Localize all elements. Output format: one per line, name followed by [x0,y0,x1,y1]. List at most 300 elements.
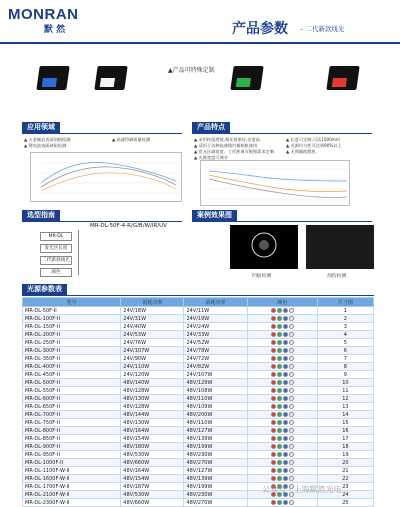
color-dot [277,396,282,401]
product-photo-red [326,66,359,90]
app-item: ▲ 锂电池表面缺陷检测 [24,143,67,148]
cell-power-a: 48V/128W [121,403,184,411]
color-dot [283,452,288,457]
color-dot [271,316,276,321]
cell-power-a: 24V/31W [121,315,184,323]
section-features-heading: 产品特点 [192,122,230,133]
cell-size: 17 [317,435,373,443]
cell-color [247,307,317,315]
cell-size: 10 [317,379,373,387]
section-guide-heading: 选型指南 [22,210,60,221]
cell-size: 2 [317,315,373,323]
cell-model: MR-DL-1700F-W-II [23,483,121,491]
cell-power-b: 48V/270W [184,459,247,467]
color-dot [277,420,282,425]
cell-color [247,395,317,403]
color-dot [289,444,294,449]
color-dot [277,444,282,449]
color-dot [283,356,288,361]
watermark: 公众号 · 上海默然光电 [262,485,342,494]
cell-power-a: 48V/154W [121,435,184,443]
color-dot [277,468,282,473]
cell-color [247,371,317,379]
color-dot [271,380,276,385]
color-swatches [271,436,294,441]
cell-model: MR-DL-450F-II [23,371,121,379]
color-dot [271,436,276,441]
cell-power-b: 24V/107W [184,371,247,379]
product-face [236,78,251,87]
cell-model: MR-DL-2300F-W-II [23,499,121,507]
cell-model: MR-DL-1000F-II [23,459,121,467]
cell-model: MR-DL-250F-II [23,339,121,347]
color-dot [277,348,282,353]
table-row [23,379,374,387]
color-dot [271,396,276,401]
cell-size: 6 [317,347,373,355]
cell-model: MR-DL-950F-II [23,451,121,459]
cell-model: MR-DL-300F-II [23,347,121,355]
cell-power-a: 48V/164W [121,427,184,435]
cell-color [247,435,317,443]
color-dot [277,452,282,457]
cell-power-b: 48V/230W [184,491,247,499]
spectrum-chart [30,152,182,202]
color-dot [289,316,294,321]
cell-model: MR-DL-700F-II [23,411,121,419]
color-dot [283,308,288,313]
color-dot [283,388,288,393]
cell-power-b: 48V/230W [184,451,247,459]
cell-power-a: 48V/164W [121,467,184,475]
table-row [23,411,374,419]
table-row [23,307,374,315]
feature-item: ▲ 无须辅助散热 [286,149,316,154]
cell-color [247,499,317,507]
cell-power-b: 24V/52W [184,339,247,347]
cell-color [247,427,317,435]
cell-model: MR-DL-1100F-W-II [23,467,121,475]
table-row [23,355,374,363]
table-row [23,323,374,331]
cell-power-b: 24V/11W [184,307,247,315]
table-row [23,427,374,435]
color-dot [271,388,276,393]
color-dot [289,476,294,481]
cell-model: MR-DL-500F-II [23,379,121,387]
cell-size: 7 [317,355,373,363]
color-swatches [271,308,294,313]
cell-size: 9 [317,371,373,379]
color-dot [289,396,294,401]
cell-power-b: 48V/199W [184,483,247,491]
table-row [23,419,374,427]
cell-model: MR-DL-200F-II [23,331,121,339]
guide-box-type: 二代新款线光 [40,256,72,265]
cell-size: 1 [317,307,373,315]
product-face [100,78,115,87]
cell-color [247,443,317,451]
feature-item: ▲ 适用于各种高速线扫描相机使用 [194,143,258,148]
cell-size: 23 [317,483,373,491]
cell-power-b: 24V/19W [184,315,247,323]
cell-size: 8 [317,363,373,371]
color-swatches [271,460,294,465]
color-dot [289,340,294,345]
color-dot [283,324,288,329]
color-dot [271,468,276,473]
cell-color [247,331,317,339]
cell-power-a: 48V/130W [121,395,184,403]
color-dot [289,420,294,425]
app-item: ▲ 高速印刷质量检测 [112,137,151,142]
cell-size: 21 [317,467,373,475]
cell-size: 4 [317,331,373,339]
product-face [42,78,57,87]
color-dot [277,372,282,377]
table-row [23,475,374,483]
color-dot [277,388,282,393]
cell-size: 16 [317,427,373,435]
cell-size: 24 [317,491,373,499]
params-table [22,297,374,507]
cell-model: MR-DL-1600F-W-II [23,475,121,483]
col-power-a: 消耗功率 [121,298,184,307]
cell-power-b: 24V/24W [184,323,247,331]
table-row [23,363,374,371]
color-dot [283,340,288,345]
cell-color [247,379,317,387]
cell-power-b: 48V/127W [184,427,247,435]
cell-power-b: 48V/139W [184,435,247,443]
section-divider [192,221,372,222]
color-dot [271,412,276,417]
color-dot [277,500,282,505]
color-dot [277,316,282,321]
effect-image-scratch [306,225,374,269]
cell-color [247,451,317,459]
color-dot [289,452,294,457]
color-dot [271,356,276,361]
color-dot [271,476,276,481]
table-row [23,347,374,355]
table-row [23,395,374,403]
color-dot [271,340,276,345]
color-dot [271,452,276,457]
cell-power-b: 48V/139W [184,475,247,483]
color-dot [289,372,294,377]
cell-size: 15 [317,419,373,427]
cell-size: 25 [317,499,373,507]
color-dot [289,364,294,369]
color-dot [283,476,288,481]
cell-power-a: 48V/130W [121,419,184,427]
color-swatches [271,388,294,393]
color-swatches [271,468,294,473]
cell-power-a: 48V/660W [121,459,184,467]
table-row [23,403,374,411]
falloff-chart [200,160,350,206]
table-body [23,307,374,507]
product-face [332,78,347,87]
cell-power-a: 48V/140W [121,379,184,387]
cell-model: MR-DL-800F-II [23,427,121,435]
page-subtitle: – 二代新款线光 [300,25,345,33]
cell-power-a: 48V/187W [121,483,184,491]
cell-color [247,363,317,371]
cell-power-b: 48V/199W [184,443,247,451]
color-dot [277,340,282,345]
color-dot [271,444,276,449]
cell-model: MR-DL-100F-II [23,315,121,323]
color-dot [271,404,276,409]
color-swatches [271,372,294,377]
cell-size: 22 [317,475,373,483]
cell-model: MR-DL-600F-II [23,395,121,403]
color-dot [283,428,288,433]
color-dot [271,428,276,433]
cell-power-a: 24V/40W [121,323,184,331]
feature-item: ▲ 采用柱面透镜,聚光效果好,亮度高 [194,137,260,142]
cell-size: 12 [317,395,373,403]
color-swatches [271,316,294,321]
product-photo-white [94,66,127,90]
cell-power-b: 48V/200W [184,411,247,419]
cell-power-a: 24V/110W [121,363,184,371]
cell-power-a: 48V/144W [121,411,184,419]
table-row [23,459,374,467]
color-dot [289,460,294,465]
cell-model: MR-DL-350F-II [23,355,121,363]
guide-connector [78,230,79,275]
cell-color [247,323,317,331]
cell-color [247,419,317,427]
cell-model: MR-DL-50F-II [23,307,121,315]
color-swatches [271,452,294,457]
color-dot [289,436,294,441]
effect-caption-scratch: 刮伤检测 [327,274,347,279]
cell-color [247,387,317,395]
cell-power-a: 24V/107W [121,347,184,355]
color-dot [283,412,288,417]
cell-power-b: 48V/127W [184,467,247,475]
color-swatches [271,428,294,433]
cell-model: MR-DL-2100F-W-II [23,491,121,499]
cell-color [247,347,317,355]
color-swatches [271,420,294,425]
cell-power-b: 48V/110W [184,395,247,403]
custom-note: ▲产品可特殊定制 [168,67,215,74]
cell-power-a: 24V/53W [121,331,184,339]
cell-power-a: 24V/90W [121,355,184,363]
section-apps-heading: 应用领域 [22,122,60,133]
color-dot [283,436,288,441]
color-swatches [271,324,294,329]
cell-color [247,339,317,347]
cell-color [247,459,317,467]
cell-color [247,411,317,419]
cell-color [247,467,317,475]
table-row [23,315,374,323]
cell-size: 13 [317,403,373,411]
col-model: 型号 [23,298,121,307]
cell-power-a: 24V/18W [121,307,184,315]
color-dot [283,420,288,425]
cell-size: 19 [317,451,373,459]
color-dot [289,324,294,329]
cell-model: MR-DL-750F-II [23,419,121,427]
cell-power-b: 48V/270W [184,499,247,507]
color-dot [289,404,294,409]
product-photo-green [230,66,263,90]
color-dot [283,396,288,401]
cell-size: 14 [317,411,373,419]
cell-color [247,355,317,363]
app-item: ▲ 五金制品表面划痕检测 [24,137,71,142]
col-power-b: 消耗功率 [184,298,247,307]
cell-model: MR-DL-150F-II [23,323,121,331]
cell-size: 20 [317,459,373,467]
effect-image-dent [230,225,298,269]
color-dot [289,412,294,417]
cell-size: 5 [317,339,373,347]
feature-item: ▲ 光斑宽度可调节 [194,155,228,160]
col-color: 颜色 [247,298,317,307]
color-dot [277,428,282,433]
color-dot [277,332,282,337]
spectrum-curves [31,153,181,201]
table-row [23,451,374,459]
dent-image [230,225,298,269]
color-dot [271,500,276,505]
table-row [23,467,374,475]
section-divider [22,133,182,134]
color-dot [289,500,294,505]
color-dot [289,428,294,433]
color-dot [283,380,288,385]
effect-caption-dent: 凹痕检测 [252,274,272,279]
cell-color [247,403,317,411]
section-params-heading: 光源参数表 [22,284,67,295]
cell-power-a: 48V/530W [121,491,184,499]
color-swatches [271,396,294,401]
cell-model: MR-DL-850F-II [23,435,121,443]
cell-model: MR-DL-550F-II [23,387,121,395]
guide-box-series: MR-DL [40,232,72,241]
color-dot [277,364,282,369]
color-dot [289,332,294,337]
color-dot [277,356,282,361]
table-row [23,387,374,395]
color-dot [283,372,288,377]
brand-logo: MONRAN [8,6,79,23]
color-dot [283,316,288,321]
color-swatches [271,412,294,417]
color-dot [271,348,276,353]
cell-power-a: 48V/128W [121,387,184,395]
table-row [23,371,374,379]
color-swatches [271,364,294,369]
color-dot [277,412,282,417]
col-size: 尺寸图 [317,298,373,307]
title-divider [0,42,400,44]
cell-color [247,475,317,483]
cell-model: MR-DL-650F-II [23,403,121,411]
cell-power-b: 48V/109W [184,403,247,411]
color-swatches [271,444,294,449]
color-dot [271,372,276,377]
color-dot [271,332,276,337]
table-header-row [23,298,374,307]
feature-item: ▲ 发光区域宽度、工作距离可根据需求定制 [194,149,274,154]
feature-item: ▲ 光源均匀性可达到90%以上 [286,143,342,148]
color-swatches [271,500,294,505]
color-dot [289,388,294,393]
color-dot [271,308,276,313]
color-dot [277,308,282,313]
color-dot [283,348,288,353]
cell-color [247,315,317,323]
cell-power-a: 24V/76W [121,339,184,347]
cell-power-a: 48V/530W [121,451,184,459]
color-dot [289,356,294,361]
cell-model: MR-DL-900F-II [23,443,121,451]
table-row [23,443,374,451]
color-dot [277,476,282,481]
table-row [23,435,374,443]
color-dot [271,364,276,369]
guide-box-length: 发光区长度 [40,244,72,253]
model-code: MR-DL-50F-4-R/G/B/W/IR/UV [90,223,167,229]
color-dot [271,420,276,425]
table-row [23,339,374,347]
color-dot [277,436,282,441]
feature-item: ▲ 长度可定制,可达1500mm [286,137,341,142]
color-dot [277,404,282,409]
cell-power-b: 24V/33W [184,331,247,339]
section-divider [22,221,182,222]
color-dot [289,468,294,473]
color-dot [283,468,288,473]
cell-power-a: 48V/660W [121,499,184,507]
cell-size: 3 [317,323,373,331]
table-row [23,331,374,339]
color-dot [283,444,288,449]
page-title: 产品参数 [232,21,288,37]
color-dot [277,324,282,329]
cell-power-b: 48V/110W [184,419,247,427]
color-dot [283,460,288,465]
cell-power-b: 24V/82W [184,363,247,371]
color-dot [271,460,276,465]
falloff-curves [201,161,349,205]
color-dot [271,324,276,329]
color-dot [277,460,282,465]
cell-power-b: 24V/78W [184,347,247,355]
color-swatches [271,356,294,361]
brand-logo-sub: 默 然 [44,25,66,35]
cell-power-a: 48V/154W [121,475,184,483]
color-swatches [271,332,294,337]
cell-size: 18 [317,443,373,451]
cell-size: 11 [317,387,373,395]
product-photo-blue [36,66,69,90]
color-swatches [271,380,294,385]
cell-power-a: 24V/120W [121,371,184,379]
color-dot [289,308,294,313]
color-swatches [271,340,294,345]
cell-power-b: 48V/108W [184,387,247,395]
